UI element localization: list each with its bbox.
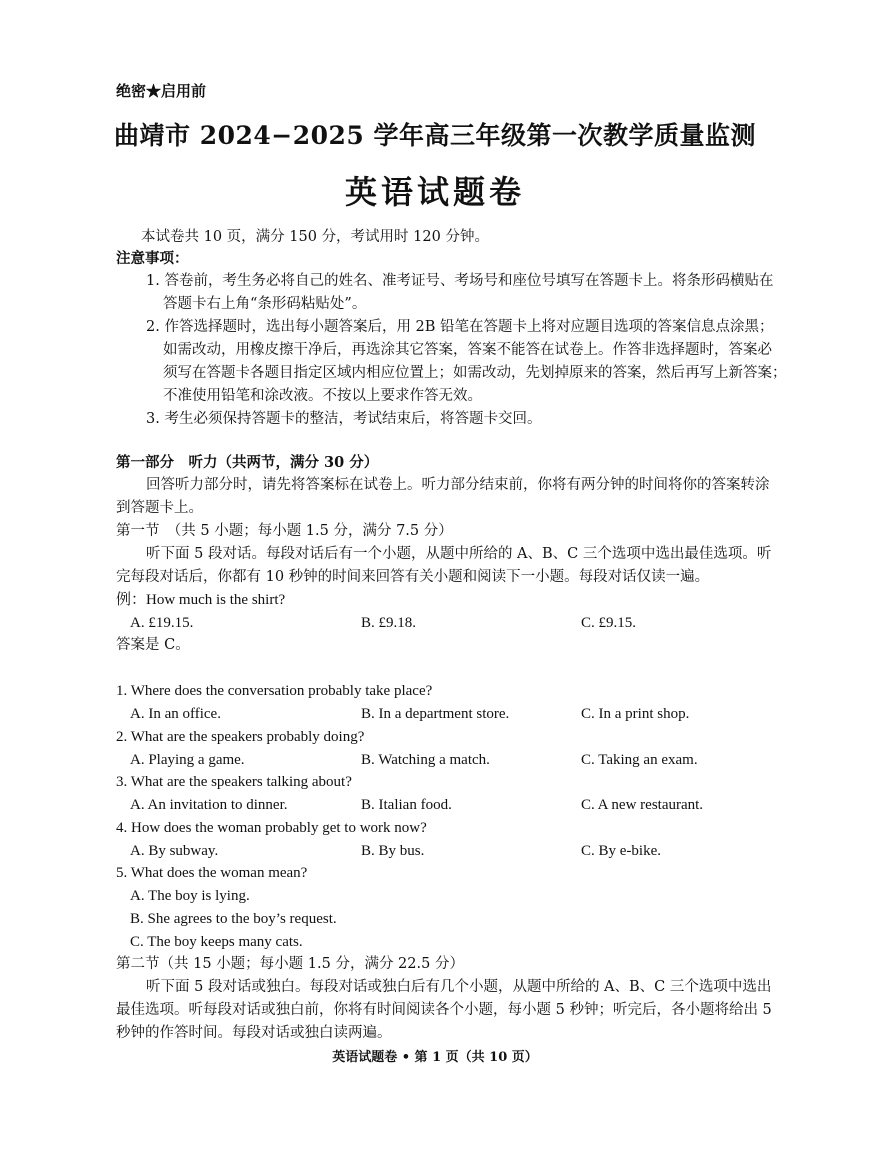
page-footer: 英语试题卷 • 第 1 页（共 10 页） <box>332 1050 538 1065</box>
note-2-line-3: 须写在答题卡各题目指定区域内相应位置上；如需改动，先划掉原来的答案，然后再写上新答案； <box>163 365 787 381</box>
question-1-option-a: A. In an office. <box>130 706 221 722</box>
section2-instruction-line-1: 听下面 5 段对话或独白。每段对话或独白后有几个小题，从题中所给的 A、B、C 三个选项中选出 <box>146 979 772 995</box>
question-4-option-b: B. By bus. <box>361 843 425 859</box>
example-question: 例：How much is the shirt? <box>116 592 286 608</box>
note-2-line-1: 2. 作答选择题时，选出每小题答案后，用 2B 铅笔在答题卡上将对应题目选项的答案信息点涂黑； <box>146 319 774 335</box>
question-2: 2. What are the speakers probably doing? <box>116 729 365 745</box>
note-1-line-1: 1. 答卷前，考生务必将自己的姓名、准考证号、考场号和座位号填写在答题卡上。将条形码横贴在 <box>146 273 774 289</box>
question-5-option-c: C. The boy keeps many cats. <box>130 934 303 950</box>
secret-label: 绝密★启用前 <box>116 82 207 100</box>
part1-instruction-line-1: 回答听力部分时，请先将答案标在试卷上。听力部分结束前，你将有两分钟的时间将你的答案转涂 <box>146 477 770 493</box>
question-4-option-a: A. By subway. <box>130 843 219 859</box>
question-5-option-b: B. She agrees to the boy’s request. <box>130 911 337 927</box>
example-option-a: A. £19.15. <box>130 615 194 631</box>
question-1-option-c: C. In a print shop. <box>581 706 690 722</box>
exam-summary: 本试卷共 10 页，满分 150 分，考试用时 120 分钟。 <box>141 229 489 245</box>
exam-subtitle: 英语试题卷 <box>344 173 525 211</box>
notice-heading: 注意事项： <box>116 250 189 267</box>
exam-title: 曲靖市 2024−2025 学年高三年级第一次教学质量监测 <box>113 121 757 150</box>
question-3-option-c: C. A new restaurant. <box>581 797 704 813</box>
question-1-option-b: B. In a department store. <box>361 706 510 722</box>
note-2-line-2: 如需改动，用橡皮擦干净后，再选涂其它答案，答案不能答在试卷上。作答非选择题时，答案必 <box>163 342 772 358</box>
section1-instruction-line-2: 完每段对话后，你都有 10 秒钟的时间来回答有关小题和阅读下一小题。每段对话仅读一遍。 <box>116 569 710 585</box>
question-3-option-a: A. An invitation to dinner. <box>130 797 288 813</box>
part1-instruction-line-2: 到答题卡上。 <box>116 500 203 516</box>
example-answer: 答案是 C。 <box>116 637 190 653</box>
section2-instruction-line-3: 秒钟的作答时间。每段对话或独白读两遍。 <box>116 1025 392 1041</box>
question-2-option-a: A. Playing a game. <box>130 752 245 768</box>
example-option-c: C. £9.15. <box>581 615 637 631</box>
question-2-option-b: B. Watching a match. <box>361 752 490 768</box>
part1-heading: 第一部分 听力（共两节，满分 30 分） <box>116 454 379 471</box>
question-4: 4. How does the woman probably get to work now? <box>116 820 427 836</box>
note-2-line-4: 不准使用铅笔和涂改液。不按以上要求作答无效。 <box>163 388 482 404</box>
question-4-option-c: C. By e-bike. <box>581 843 661 859</box>
question-5: 5. What does the woman mean? <box>116 865 308 881</box>
question-3: 3. What are the speakers talking about? <box>116 774 352 790</box>
question-3-option-b: B. Italian food. <box>361 797 452 813</box>
section2-instruction-line-2: 最佳选项。听每段对话或独白前，你将有时间阅读各个小题，每小题 5 秒钟；听完后，各小题将给出 5 <box>116 1002 772 1018</box>
question-5-option-a: A. The boy is lying. <box>130 888 250 904</box>
note-3-line-1: 3. 考生必须保持答题卡的整洁，考试结束后，将答题卡交回。 <box>146 411 542 427</box>
example-option-b: B. £9.18. <box>361 615 417 631</box>
question-1: 1. Where does the conversation probably take place? <box>116 683 433 699</box>
question-2-option-c: C. Taking an exam. <box>581 752 698 768</box>
section2-heading: 第二节（共 15 小题；每小题 1.5 分，满分 22.5 分） <box>116 956 464 972</box>
note-1-line-2: 答题卡右上角“条形码粘贴处”。 <box>163 296 367 312</box>
section1-instruction-line-1: 听下面 5 段对话。每段对话后有一个小题，从题中所给的 A、B、C 三个选项中选出最佳选项。听 <box>146 546 772 562</box>
section1-heading: 第一节 （共 5 小题；每小题 1.5 分，满分 7.5 分） <box>116 523 453 539</box>
